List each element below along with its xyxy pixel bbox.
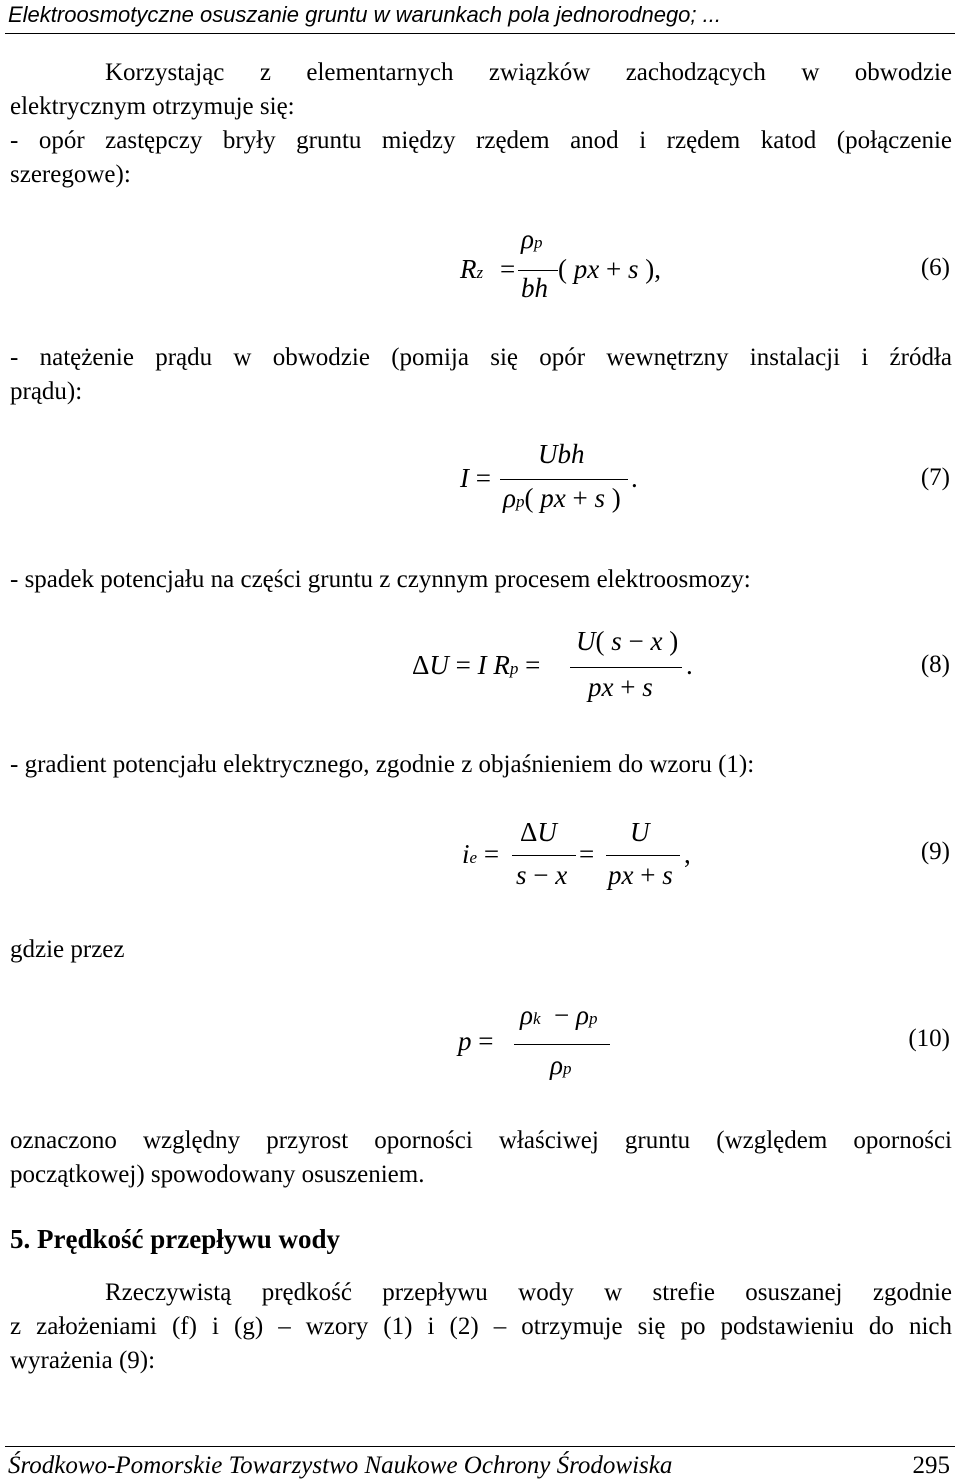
- footer-rule: [5, 1446, 955, 1447]
- p-line-2: początkowej) spowodowany osuszeniem.: [10, 1161, 425, 1188]
- current-paragraph: [10, 341, 952, 409]
- current-line-2: prądu):: [10, 378, 83, 405]
- intro-line-1: Korzystając z elementarnych związków zachodzących w obwodzie: [105, 59, 952, 86]
- footer-society: Środkowo-Pomorskie Towarzystwo Naukowe Ochrony Środowiska: [8, 1452, 673, 1479]
- header-rule: [5, 33, 955, 34]
- equation-8: ΔU = I Rp = U( s − x ) px + s .: [412, 626, 693, 702]
- running-header: Elektroosmotyczne osuszanie gruntu w warunkach pola jednorodnego; ...: [8, 2, 721, 27]
- equation-10-number: (10): [908, 1025, 950, 1052]
- page-number: 295: [912, 1452, 950, 1479]
- drop-paragraph: - spadek potencjału na części gruntu z czynnym procesem elektroosmozy:: [10, 566, 751, 593]
- section-line-3: wyrażenia (9):: [10, 1347, 156, 1374]
- equation-6-number: (6): [920, 254, 950, 281]
- intro-paragraph: [10, 56, 952, 192]
- equation-8-number: (8): [920, 651, 950, 678]
- where-paragraph: gdzie przez: [10, 936, 125, 963]
- section-heading: 5. Prędkość przepływu wody: [10, 1224, 340, 1254]
- equation-6: Rz = ρp bh ( px + s ),: [460, 224, 661, 303]
- intro-line-2: elektrycznym otrzymuje się:: [10, 93, 295, 120]
- gradient-paragraph: - gradient potencjału elektrycznego, zgodnie z objaśnieniem do wzoru (1):: [10, 751, 755, 778]
- p-definition-paragraph: [10, 1124, 952, 1192]
- equation-9-number: (9): [920, 838, 950, 865]
- equation-7-number: (7): [920, 464, 950, 491]
- section-line-1: Rzeczywistą prędkość przepływu wody w strefie osuszanej zgodnie: [105, 1279, 952, 1306]
- intro-line-3: - opór zastępczy bryły gruntu między rzędem anod i rzędem katod (połączenie: [10, 127, 952, 154]
- equation-9: ie = ΔU s − x = U px + s ,: [462, 817, 691, 890]
- equation-10: p = ρk − ρp ρp: [458, 1000, 638, 1090]
- section-line-2: z założeniami (f) i (g) – wzory (1) i (2) – otrzymuje się po podstawieniu do nich: [10, 1313, 952, 1340]
- intro-line-4: szeregowe):: [10, 161, 131, 188]
- p-line-1: oznaczono względny przyrost oporności właściwej gruntu (względem oporności: [10, 1127, 952, 1154]
- equation-7: I = Ubh ρp( px + s ) .: [460, 439, 638, 513]
- section-paragraph: [10, 1276, 952, 1378]
- current-line-1: - natężenie prądu w obwodzie (pomija się opór wewnętrzny instalacji i źródła: [10, 344, 952, 371]
